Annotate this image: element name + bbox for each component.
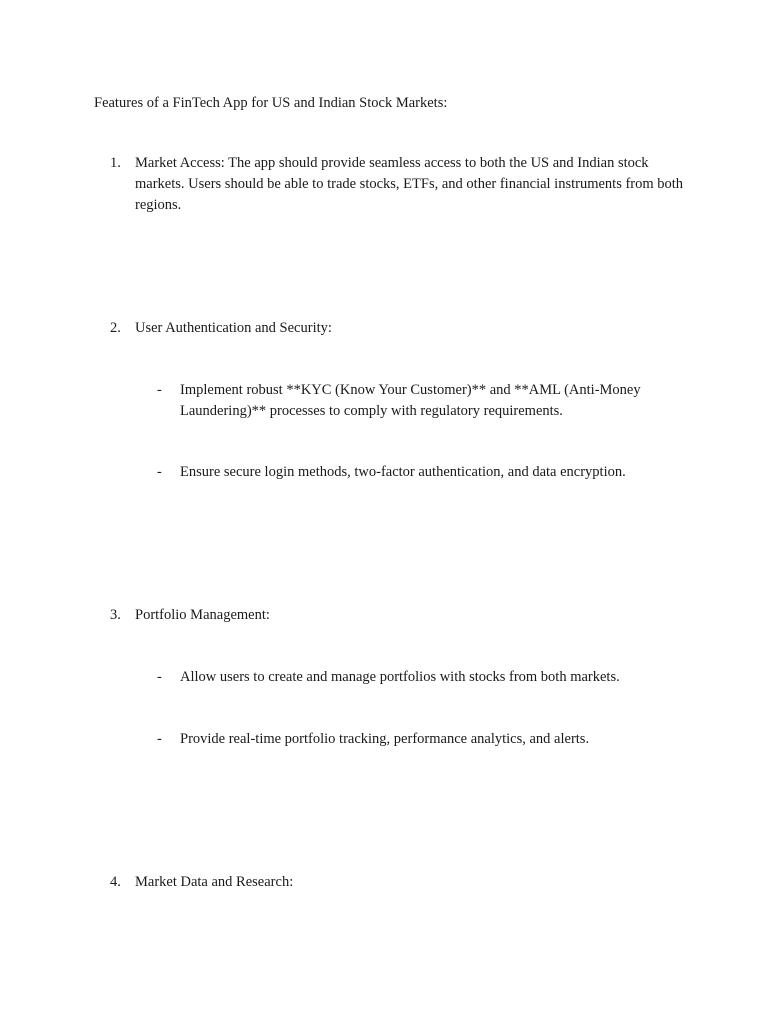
bullet-text: Ensure secure login methods, two-factor authentication, and data encryption. — [180, 464, 626, 480]
list-item-number: 4. — [110, 874, 121, 890]
list-item-number: 3. — [110, 607, 121, 623]
bullet-text: Allow users to create and manage portfolios with stocks from both markets. — [180, 669, 620, 685]
bullet-dash: - — [157, 731, 162, 747]
list-item-text: Market Data and Research: — [135, 874, 294, 890]
bullet-dash: - — [157, 382, 162, 398]
list-item-text: Market Access: The app should provide seamless access to both the US and Indian stock markets. Users should be able to trade stocks, ETFs, and other financial instruments from both regions. — [135, 155, 684, 213]
bullet-dash: - — [157, 669, 162, 685]
document-title: Features of a FinTech App for US and Indian Stock Markets: — [94, 95, 448, 111]
bullet-text: Provide real-time portfolio tracking, performance analytics, and alerts. — [180, 731, 590, 747]
list-item-text: User Authentication and Security: — [135, 320, 332, 336]
list-item-text: Portfolio Management: — [135, 607, 270, 623]
list-item-number: 2. — [110, 320, 121, 336]
bullet-text: Implement robust **KYC (Know Your Customer)** and **AML (Anti-Money Laundering)** processes to comply with regulatory requirements. — [180, 382, 641, 419]
list-item-number: 1. — [110, 155, 121, 171]
bullet-dash: - — [157, 464, 162, 480]
